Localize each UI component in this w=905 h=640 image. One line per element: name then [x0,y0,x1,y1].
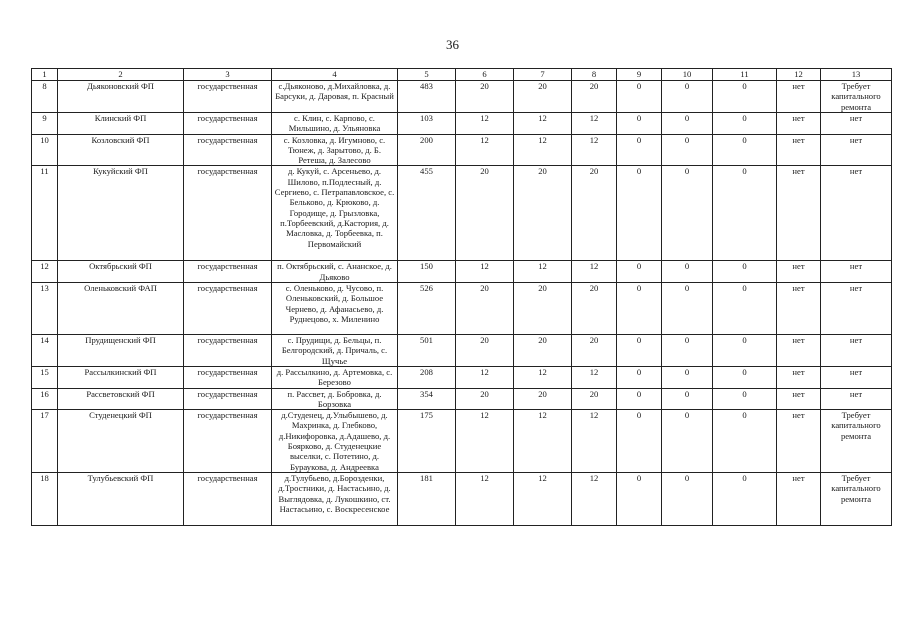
row-number: 12 [32,261,58,283]
column-11-value: 0 [713,366,777,388]
column-7-value: 20 [514,283,572,335]
column-13-value: нет [821,113,892,135]
column-5-value: 208 [398,366,456,388]
column-13-value: нет [821,283,892,335]
served-localities: с. Прудищи, д. Бельцы, п. Белгородский, д. Причаль, с. Щучье [272,335,398,367]
ownership-type: государственная [184,472,272,525]
column-7-value: 20 [514,166,572,261]
column-number: 3 [184,69,272,81]
row-number: 14 [32,335,58,367]
table-row [32,113,892,135]
column-7-value: 20 [514,335,572,367]
column-6-value: 12 [456,113,514,135]
table-row [32,134,892,166]
column-9-value: 0 [617,410,662,473]
column-number: 1 [32,69,58,81]
ownership-type: государственная [184,166,272,261]
column-number: 2 [58,69,184,81]
facility-name: Клинский ФП [58,113,184,135]
column-11-value: 0 [713,261,777,283]
served-localities: с. Оленьково, д. Чусово, п. Оленьковский, д. Большое Чернево, д. Афанасьево, д. Руднецово, х. Миленино [272,283,398,335]
column-13-value: Требует капитального ремонта [821,410,892,473]
facility-name: Козловский ФП [58,134,184,166]
served-localities: д. Рассылкино, д. Артемовка, с. Березово [272,366,398,388]
column-5-value: 103 [398,113,456,135]
column-7-value: 12 [514,113,572,135]
column-5-value: 526 [398,283,456,335]
column-10-value: 0 [662,134,713,166]
row-number: 8 [32,81,58,113]
column-number: 10 [662,69,713,81]
column-10-value: 0 [662,366,713,388]
column-6-value: 12 [456,472,514,525]
column-11-value: 0 [713,134,777,166]
column-number: 12 [777,69,821,81]
ownership-type: государственная [184,134,272,166]
column-10-value: 0 [662,113,713,135]
column-number: 7 [514,69,572,81]
column-number: 8 [572,69,617,81]
column-10-value: 0 [662,472,713,525]
column-7-value: 20 [514,388,572,410]
column-8-value: 12 [572,410,617,473]
table-row [32,166,892,261]
served-localities: д.Тулубьево, д.Борозденки, д.Тростники, д. Настасьино, д. Выглядовка, д. Лукошкино, ст. Настасьино, с. Воскресенское [272,472,398,525]
column-8-value: 20 [572,81,617,113]
column-5-value: 150 [398,261,456,283]
column-10-value: 0 [662,410,713,473]
facility-name: Кукуйский ФП [58,166,184,261]
column-13-value: нет [821,134,892,166]
column-12-value: нет [777,410,821,473]
row-number: 13 [32,283,58,335]
table-row [32,261,892,283]
row-number: 18 [32,472,58,525]
facility-name: Рассылкинский ФП [58,366,184,388]
column-7-value: 12 [514,410,572,473]
served-localities: п. Октябрьский, с. Ананское, д. Дьяково [272,261,398,283]
column-11-value: 0 [713,166,777,261]
column-number: 13 [821,69,892,81]
column-9-value: 0 [617,388,662,410]
served-localities: с.Дьяконово, д.Михайловка, д. Барсуки, д. Даровая, п. Красный [272,81,398,113]
table-row [32,410,892,473]
table-row [32,283,892,335]
column-5-value: 354 [398,388,456,410]
column-11-value: 0 [713,335,777,367]
column-8-value: 12 [572,261,617,283]
column-9-value: 0 [617,134,662,166]
column-13-value: Требует капитального ремонта [821,472,892,525]
column-number-row [32,69,892,81]
column-9-value: 0 [617,166,662,261]
column-9-value: 0 [617,366,662,388]
column-5-value: 501 [398,335,456,367]
column-12-value: нет [777,113,821,135]
column-number: 4 [272,69,398,81]
column-13-value: нет [821,335,892,367]
column-5-value: 181 [398,472,456,525]
column-12-value: нет [777,335,821,367]
column-11-value: 0 [713,388,777,410]
ownership-type: государственная [184,81,272,113]
column-6-value: 12 [456,410,514,473]
column-9-value: 0 [617,335,662,367]
ownership-type: государственная [184,335,272,367]
column-13-value: нет [821,366,892,388]
column-11-value: 0 [713,283,777,335]
column-number: 5 [398,69,456,81]
served-localities: с. Клин, с. Карпово, с. Мильшино, д. Ульяновка [272,113,398,135]
column-5-value: 483 [398,81,456,113]
column-6-value: 12 [456,134,514,166]
facility-name: Прудищенский ФП [58,335,184,367]
column-9-value: 0 [617,472,662,525]
table-row [32,335,892,367]
column-13-value: нет [821,261,892,283]
facility-name: Октябрьский ФП [58,261,184,283]
column-11-value: 0 [713,81,777,113]
facility-name: Дьяконовский ФП [58,81,184,113]
served-localities: д. Кукуй, с. Арсеньево, д. Шилово, п.Подлесный, д. Сергиево, с. Петрапавловское, с. Бельково, д. Крюково, д. Городище, д. Грызловка, п.Торбеевский, д.Кастория, д. Масловка, д. Торбеевка, п. Первомайский [272,166,398,261]
column-6-value: 20 [456,283,514,335]
column-7-value: 20 [514,81,572,113]
column-10-value: 0 [662,335,713,367]
served-localities: д.Студенец, д.Улыбышево, д. Махринка, д. Глебково, д.Никифоровка, д.Адашево, д. Боярково, д. Студенецкие выселки, с. Потетино, д. Бураукова, д. Андреевка [272,410,398,473]
served-localities: п. Рассвет, д. Бобровка, д. Борзовка [272,388,398,410]
column-6-value: 20 [456,335,514,367]
column-8-value: 20 [572,388,617,410]
table-row [32,81,892,113]
facility-name: Тулубьевский ФП [58,472,184,525]
row-number: 9 [32,113,58,135]
column-12-value: нет [777,261,821,283]
column-13-value: нет [821,388,892,410]
column-10-value: 0 [662,166,713,261]
column-9-value: 0 [617,113,662,135]
column-8-value: 20 [572,166,617,261]
ownership-type: государственная [184,410,272,473]
column-6-value: 20 [456,388,514,410]
row-number: 16 [32,388,58,410]
column-12-value: нет [777,388,821,410]
column-8-value: 12 [572,113,617,135]
ownership-type: государственная [184,261,272,283]
column-9-value: 0 [617,81,662,113]
column-10-value: 0 [662,388,713,410]
facility-name: Рассветовский ФП [58,388,184,410]
column-8-value: 12 [572,472,617,525]
column-number: 11 [713,69,777,81]
row-number: 15 [32,366,58,388]
column-9-value: 0 [617,261,662,283]
column-6-value: 12 [456,366,514,388]
column-11-value: 0 [713,410,777,473]
column-13-value: Требует капитального ремонта [821,81,892,113]
table-row [32,366,892,388]
column-10-value: 0 [662,283,713,335]
table-body [32,81,892,526]
column-8-value: 20 [572,283,617,335]
column-number: 6 [456,69,514,81]
column-8-value: 12 [572,366,617,388]
column-7-value: 12 [514,366,572,388]
column-11-value: 0 [713,472,777,525]
ownership-type: государственная [184,113,272,135]
row-number: 11 [32,166,58,261]
column-7-value: 12 [514,261,572,283]
column-number: 9 [617,69,662,81]
column-6-value: 12 [456,261,514,283]
column-10-value: 0 [662,261,713,283]
ownership-type: государственная [184,388,272,410]
column-12-value: нет [777,81,821,113]
row-number: 10 [32,134,58,166]
row-number: 17 [32,410,58,473]
column-11-value: 0 [713,113,777,135]
column-7-value: 12 [514,472,572,525]
ownership-type: государственная [184,283,272,335]
column-13-value: нет [821,166,892,261]
column-8-value: 12 [572,134,617,166]
facilities-table [31,68,892,526]
column-5-value: 175 [398,410,456,473]
table-row [32,472,892,525]
served-localities: с. Козловка, д. Игумново, с. Тюнеж, д. Зарытово, д. Б. Ретеша, д. Залесово [272,134,398,166]
column-12-value: нет [777,472,821,525]
column-7-value: 12 [514,134,572,166]
facility-name: Оленьковский ФАП [58,283,184,335]
column-9-value: 0 [617,283,662,335]
column-6-value: 20 [456,166,514,261]
facility-name: Студенецкий ФП [58,410,184,473]
column-12-value: нет [777,134,821,166]
table-row [32,388,892,410]
page-number: 36 [446,37,459,52]
column-8-value: 20 [572,335,617,367]
ownership-type: государственная [184,366,272,388]
column-12-value: нет [777,166,821,261]
column-6-value: 20 [456,81,514,113]
column-5-value: 455 [398,166,456,261]
column-12-value: нет [777,366,821,388]
column-5-value: 200 [398,134,456,166]
column-12-value: нет [777,283,821,335]
column-10-value: 0 [662,81,713,113]
